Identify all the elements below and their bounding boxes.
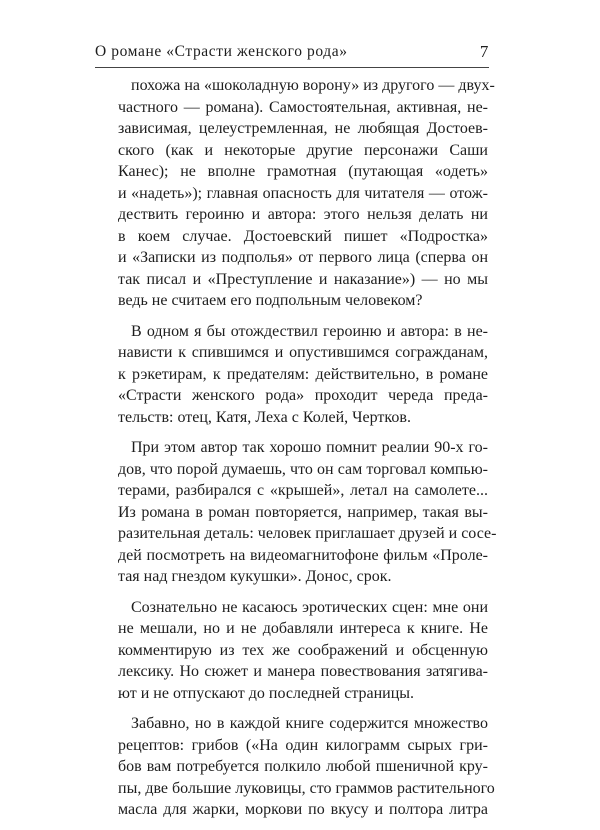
text-line: дествить героиню и автора: этого нельзя делать ни bbox=[118, 206, 488, 223]
body-text bbox=[118, 75, 497, 830]
text-line: тая над гнездом кукушки». Донос, срок. bbox=[118, 568, 392, 585]
page-number: 7 bbox=[479, 42, 489, 61]
text-line: При этом автор так хорошо помнит реалии 90-х го- bbox=[131, 439, 488, 456]
header-rule bbox=[95, 67, 489, 68]
text-line: комментирую из тех же соображений и обсценную bbox=[118, 641, 488, 659]
text-line: не мешали, но и не добавляли интереса к книге. Не bbox=[118, 620, 488, 637]
paragraph bbox=[118, 597, 488, 705]
text-line: Канес); не вполне грамотная (путающая «одеть» bbox=[118, 163, 488, 180]
paragraph bbox=[118, 437, 497, 588]
text-line: дов, что порой думаешь, что он сам торговал компью- bbox=[118, 460, 488, 478]
text-line: и «Записки из подполья» от первого лица (сперва он bbox=[118, 249, 488, 266]
text-line: зависимая, целеустремленная, не любящая Достоев- bbox=[118, 120, 488, 137]
text-line: ведь не считаем его подпольным человеком? bbox=[118, 292, 423, 309]
running-head bbox=[95, 40, 489, 66]
text-line: так писал и «Преступление и наказание») — но мы bbox=[118, 270, 488, 288]
text-line: Из романа в роман повторяется, например, такая вы- bbox=[118, 503, 488, 521]
text-line: тельств: отец, Катя, Леха с Колей, Чертков. bbox=[118, 408, 411, 426]
text-line: ют и не отпускают до последней страницы. bbox=[118, 684, 415, 702]
text-line: масла для жарки, моркови по вкусу и полтора литра bbox=[118, 801, 488, 818]
text-line: В одном я бы отождествил героиню и автора: в не- bbox=[131, 322, 488, 340]
text-line: частного — романа). Самостоятельная, активная, не- bbox=[118, 98, 488, 116]
text-line: и «надеть»); главная опасность для читателя — отож- bbox=[118, 184, 488, 202]
text-line: терами, разбирался с «крышей», летал на самолете... bbox=[118, 482, 488, 499]
text-line: лексику. Но сюжет и манера повествования затягива- bbox=[118, 663, 488, 680]
text-line: в коем случае. Достоевский пишет «Подростка» bbox=[118, 227, 488, 245]
text-line: Забавно, но в каждой книге содержится множество bbox=[131, 715, 488, 732]
text-line: ского (как и некоторые другие персонажи Саши bbox=[118, 141, 488, 159]
text-line: дей посмотреть на видеомагнитофоне фильм «Проле- bbox=[118, 546, 488, 564]
paragraph bbox=[118, 713, 495, 821]
text-line: нависти к спившимся и опустившимся согражданам, bbox=[118, 344, 488, 361]
text-line: похожа на «шоколадную ворону» из другого — двух- bbox=[131, 77, 495, 94]
text-line: бов вам потребуется полкило любой пшеничной кру- bbox=[118, 758, 488, 775]
text-line: Сознательно не касаюсь эротических сцен: мне они bbox=[131, 598, 488, 616]
text-line: пы, две большие луковицы, сто граммов растительного bbox=[118, 779, 495, 797]
paragraph bbox=[118, 75, 495, 312]
text-line: рецептов: грибов («На один килограмм сырых гри- bbox=[118, 736, 488, 754]
paragraph bbox=[118, 321, 488, 429]
running-title: О романе «Страсти женского рода» bbox=[95, 43, 348, 60]
text-line: к рэкетирам, к предателям: действительно, в романе bbox=[118, 365, 488, 383]
text-line: «Страсти женского рода» проходит череда преда- bbox=[118, 387, 488, 404]
text-line: разительная деталь: человек приглашает друзей и сосе- bbox=[118, 525, 497, 542]
